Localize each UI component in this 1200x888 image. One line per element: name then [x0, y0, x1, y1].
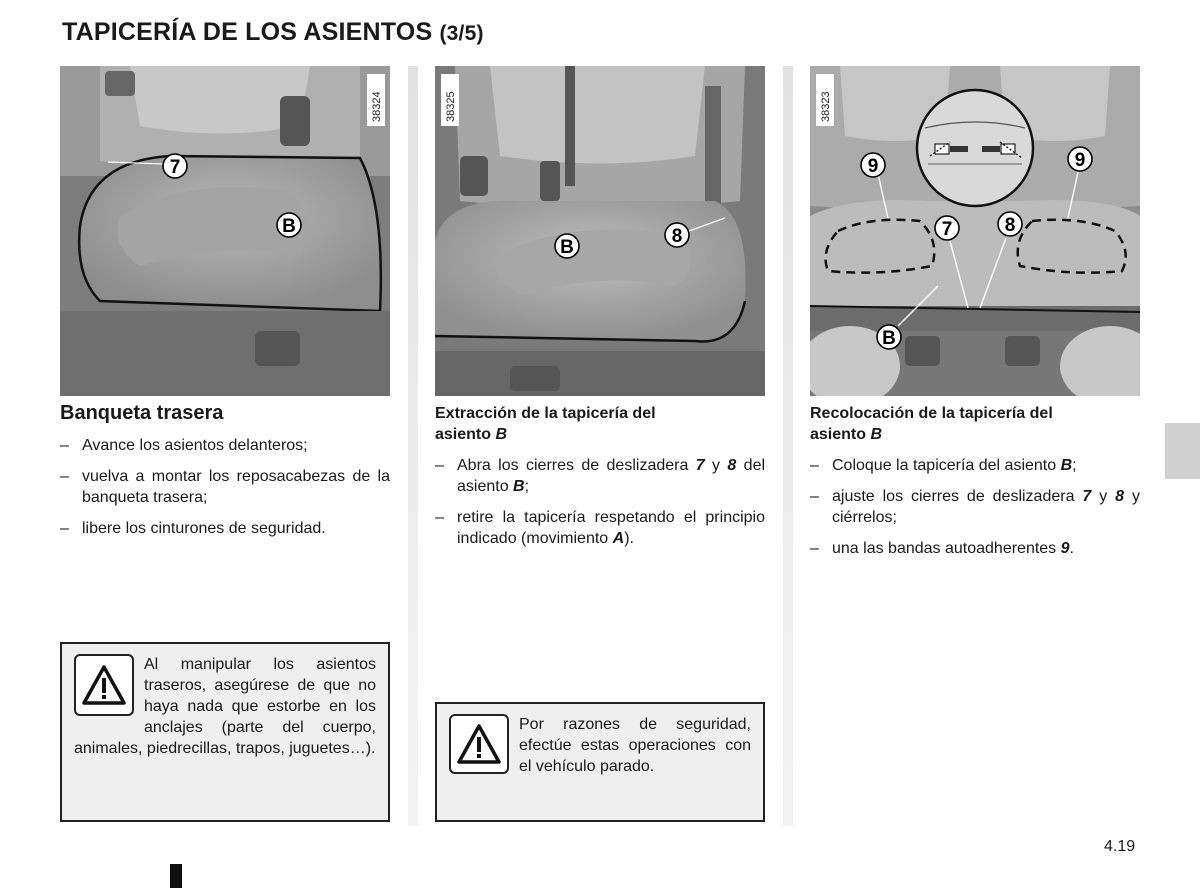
section-edge-tab [1165, 423, 1200, 479]
rear-bench-steps [60, 435, 390, 549]
list-item: – Abra los cierres de deslizadera 7 y 8 del asiento B; [435, 455, 765, 497]
heading-line-2: asiento [810, 426, 871, 443]
heading-ref: B [870, 426, 883, 443]
warning-text: Al manipular los asientos traseros, asegúrese de que no haya nada que estorbe en los anclajes (parte del cuerpo, animales, piedrecillas, trapos, juguetes…). [74, 656, 376, 757]
callout-7: 7 [169, 157, 181, 178]
print-mark [170, 864, 182, 888]
list-item: – una las bandas autoadherentes 9. [810, 538, 1140, 559]
list-item: – vuelva a montar los reposacabezas de la banqueta trasera; [60, 466, 390, 508]
list-item: – ajuste los cierres de deslizadera 7 y 8 y ciérrelos; [810, 486, 1140, 528]
section-heading-rear-bench: Banqueta trasera [60, 402, 224, 424]
page-title-part: (3/5) [439, 22, 484, 45]
photo-upholstery-refit-illustration [810, 66, 1140, 396]
callout-9-left: 9 [867, 156, 879, 177]
warning-box-handling [60, 642, 390, 822]
warning-triangle-icon [449, 714, 509, 774]
callout-B: B [560, 237, 574, 258]
photo-code: 38325 [445, 91, 457, 122]
list-item: – retire la tapicería respetando el principio indicado (movimiento A). [435, 507, 765, 549]
page-title [62, 18, 484, 47]
list-item: – Avance los asientos delanteros; [60, 435, 390, 456]
photo-upholstery-removal [435, 66, 765, 396]
heading-line-1: Recolocación de la tapicería del [810, 405, 1053, 422]
photo-code: 38324 [371, 91, 383, 122]
callout-9-right: 9 [1074, 150, 1086, 171]
page-title-text: TAPICERÍA DE LOS ASIENTOS [62, 18, 433, 46]
callout-B: B [882, 328, 896, 349]
callout-7: 7 [941, 219, 953, 240]
heading-ref: B [495, 426, 508, 443]
column-divider [783, 66, 793, 826]
removal-steps [435, 455, 765, 559]
list-item: – Coloque la tapicería del asiento B; [810, 455, 1140, 476]
section-heading-refit [810, 403, 1140, 445]
heading-line-2: asiento [435, 426, 496, 443]
warning-box-vehicle-stopped [435, 702, 765, 822]
section-heading-removal [435, 403, 765, 445]
warning-text: Por razones de seguridad, efectúe estas operaciones con el vehículo parado. [519, 716, 751, 775]
callout-8: 8 [1004, 215, 1016, 236]
list-item: – libere los cinturones de seguridad. [60, 518, 390, 539]
warning-triangle-icon [74, 654, 134, 716]
page-number: 4.19 [1104, 838, 1136, 855]
photo-code: 38323 [820, 91, 832, 122]
callout-8: 8 [671, 226, 683, 247]
photo-rear-bench-illustration [60, 66, 390, 396]
callout-B: B [282, 216, 296, 237]
photo-upholstery-refit [810, 66, 1140, 396]
heading-line-1: Extracción de la tapicería del [435, 405, 656, 422]
refit-steps [810, 455, 1140, 569]
column-divider [408, 66, 418, 826]
photo-upholstery-removal-illustration [435, 66, 765, 396]
photo-rear-bench [60, 66, 390, 396]
